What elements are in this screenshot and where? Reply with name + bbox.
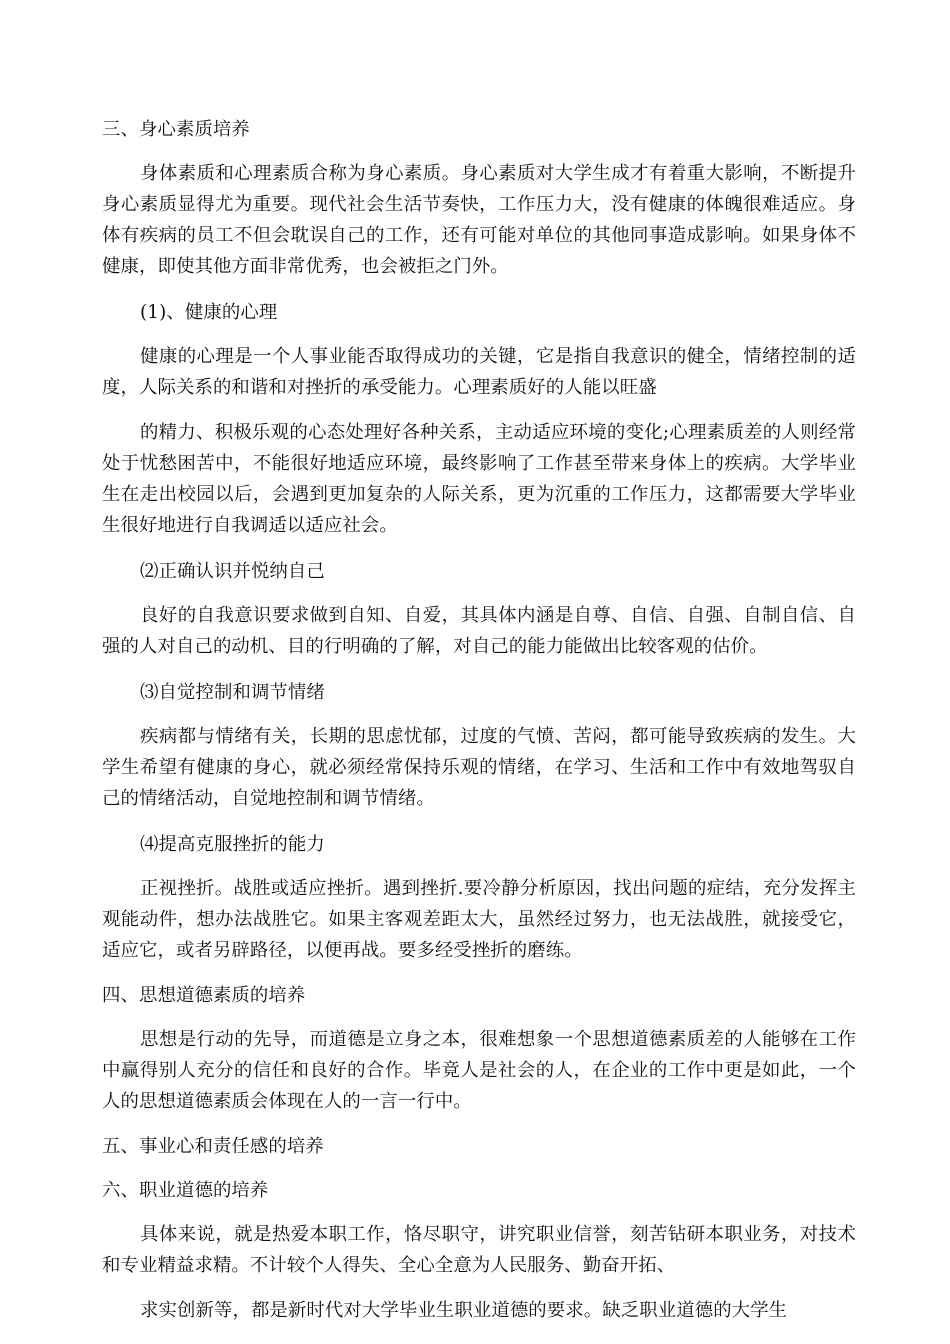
paragraph: 具体来说，就是热爱本职工作，恪尽职守，讲究职业信誉，刻苦钻研本职业务，对技术和专业精益求精。不计较个人得失、全心全意为人民服务、勤奋开拓、 [102, 1224, 856, 1276]
subheading-emotion-control: ⑶自觉控制和调节情绪 [140, 682, 325, 703]
section-heading-6: 六、职业道德的培养 [102, 1180, 269, 1201]
section-heading-5: 五、事业心和责任感的培养 [102, 1136, 324, 1157]
subheading-frustration: ⑷提高克服挫折的能力 [140, 834, 325, 855]
paragraph: 求实创新等，都是新时代对大学毕业生职业道德的要求。缺乏职业道德的大学生 [140, 1300, 788, 1321]
paragraph: 正视挫折。战胜或适应挫折。遇到挫折.要冷静分析原因，找出问题的症结，充分发挥主观能动件，想办法战胜它。如果主客观差距太大，虽然经过努力，也无法战胜，就接受它，适应它，或者另辟路径，以便再战。要多经受挫折的磨练。 [102, 878, 856, 961]
paragraph: 健康的心理是一个人事业能否取得成功的关键，它是指自我意识的健全，情绪控制的适度，人际关系的和谐和对挫折的承受能力。心理素质好的人能以旺盛 [102, 346, 856, 398]
subheading-self-acceptance: ⑵正确认识并悦纳自己 [140, 561, 325, 582]
paragraph: 思想是行动的先导，而道德是立身之本，很难想象一个思想道德素质差的人能够在工作中赢得别人充分的信任和良好的合作。毕竟人是社会的人，在企业的工作中更是如此，一个人的思想道德素质会体现在人的一言一行中。 [102, 1029, 856, 1112]
paragraph: 身体素质和心理素质合称为身心素质。身心素质对大学生成才有着重大影响，不断提升身心素质显得尤为重要。现代社会生活节奏快，工作压力大，没有健康的体魄很难适应。身体有疾病的员工不但会耽误自己的工作，还有可能对单位的其他同事造成影响。如果身体不健康，即使其他方面非常优秀，也会被拒之门外。 [102, 163, 856, 277]
subheading-healthy-mind: (1)、健康的心理 [140, 302, 278, 323]
document-page [102, 108, 856, 1334]
paragraph: 良好的自我意识要求做到自知、自爱，其具体内涵是自尊、自信、自强、自制自信、自强的人对自己的动机、目的行明确的了解，对自己的能力能做出比较客观的估价。 [102, 605, 856, 657]
section-heading-4: 四、思想道德素质的培养 [102, 985, 306, 1006]
section-heading-3: 三、身心素质培养 [102, 119, 250, 140]
paragraph: 的精力、积极乐观的心态处理好各种关系，主动适应环境的变化;心理素质差的人则经常处于忧愁困苦中，不能很好地适应环境，最终影响了工作甚至带来身体上的疾病。大学毕业生在走出校园以后，会遇到更加复杂的人际关系，更为沉重的工作压力，这都需要大学毕业生很好地进行自我调适以适应社会。 [102, 422, 856, 536]
paragraph: 疾病都与情绪有关，长期的思虑忧郁，过度的气愤、苦闷，都可能导致疾病的发生。大学生希望有健康的身心，就必须经常保持乐观的情绪，在学习、生活和工作中有效地驾驭自己的情绪活动，自觉地控制和调节情绪。 [102, 726, 856, 809]
